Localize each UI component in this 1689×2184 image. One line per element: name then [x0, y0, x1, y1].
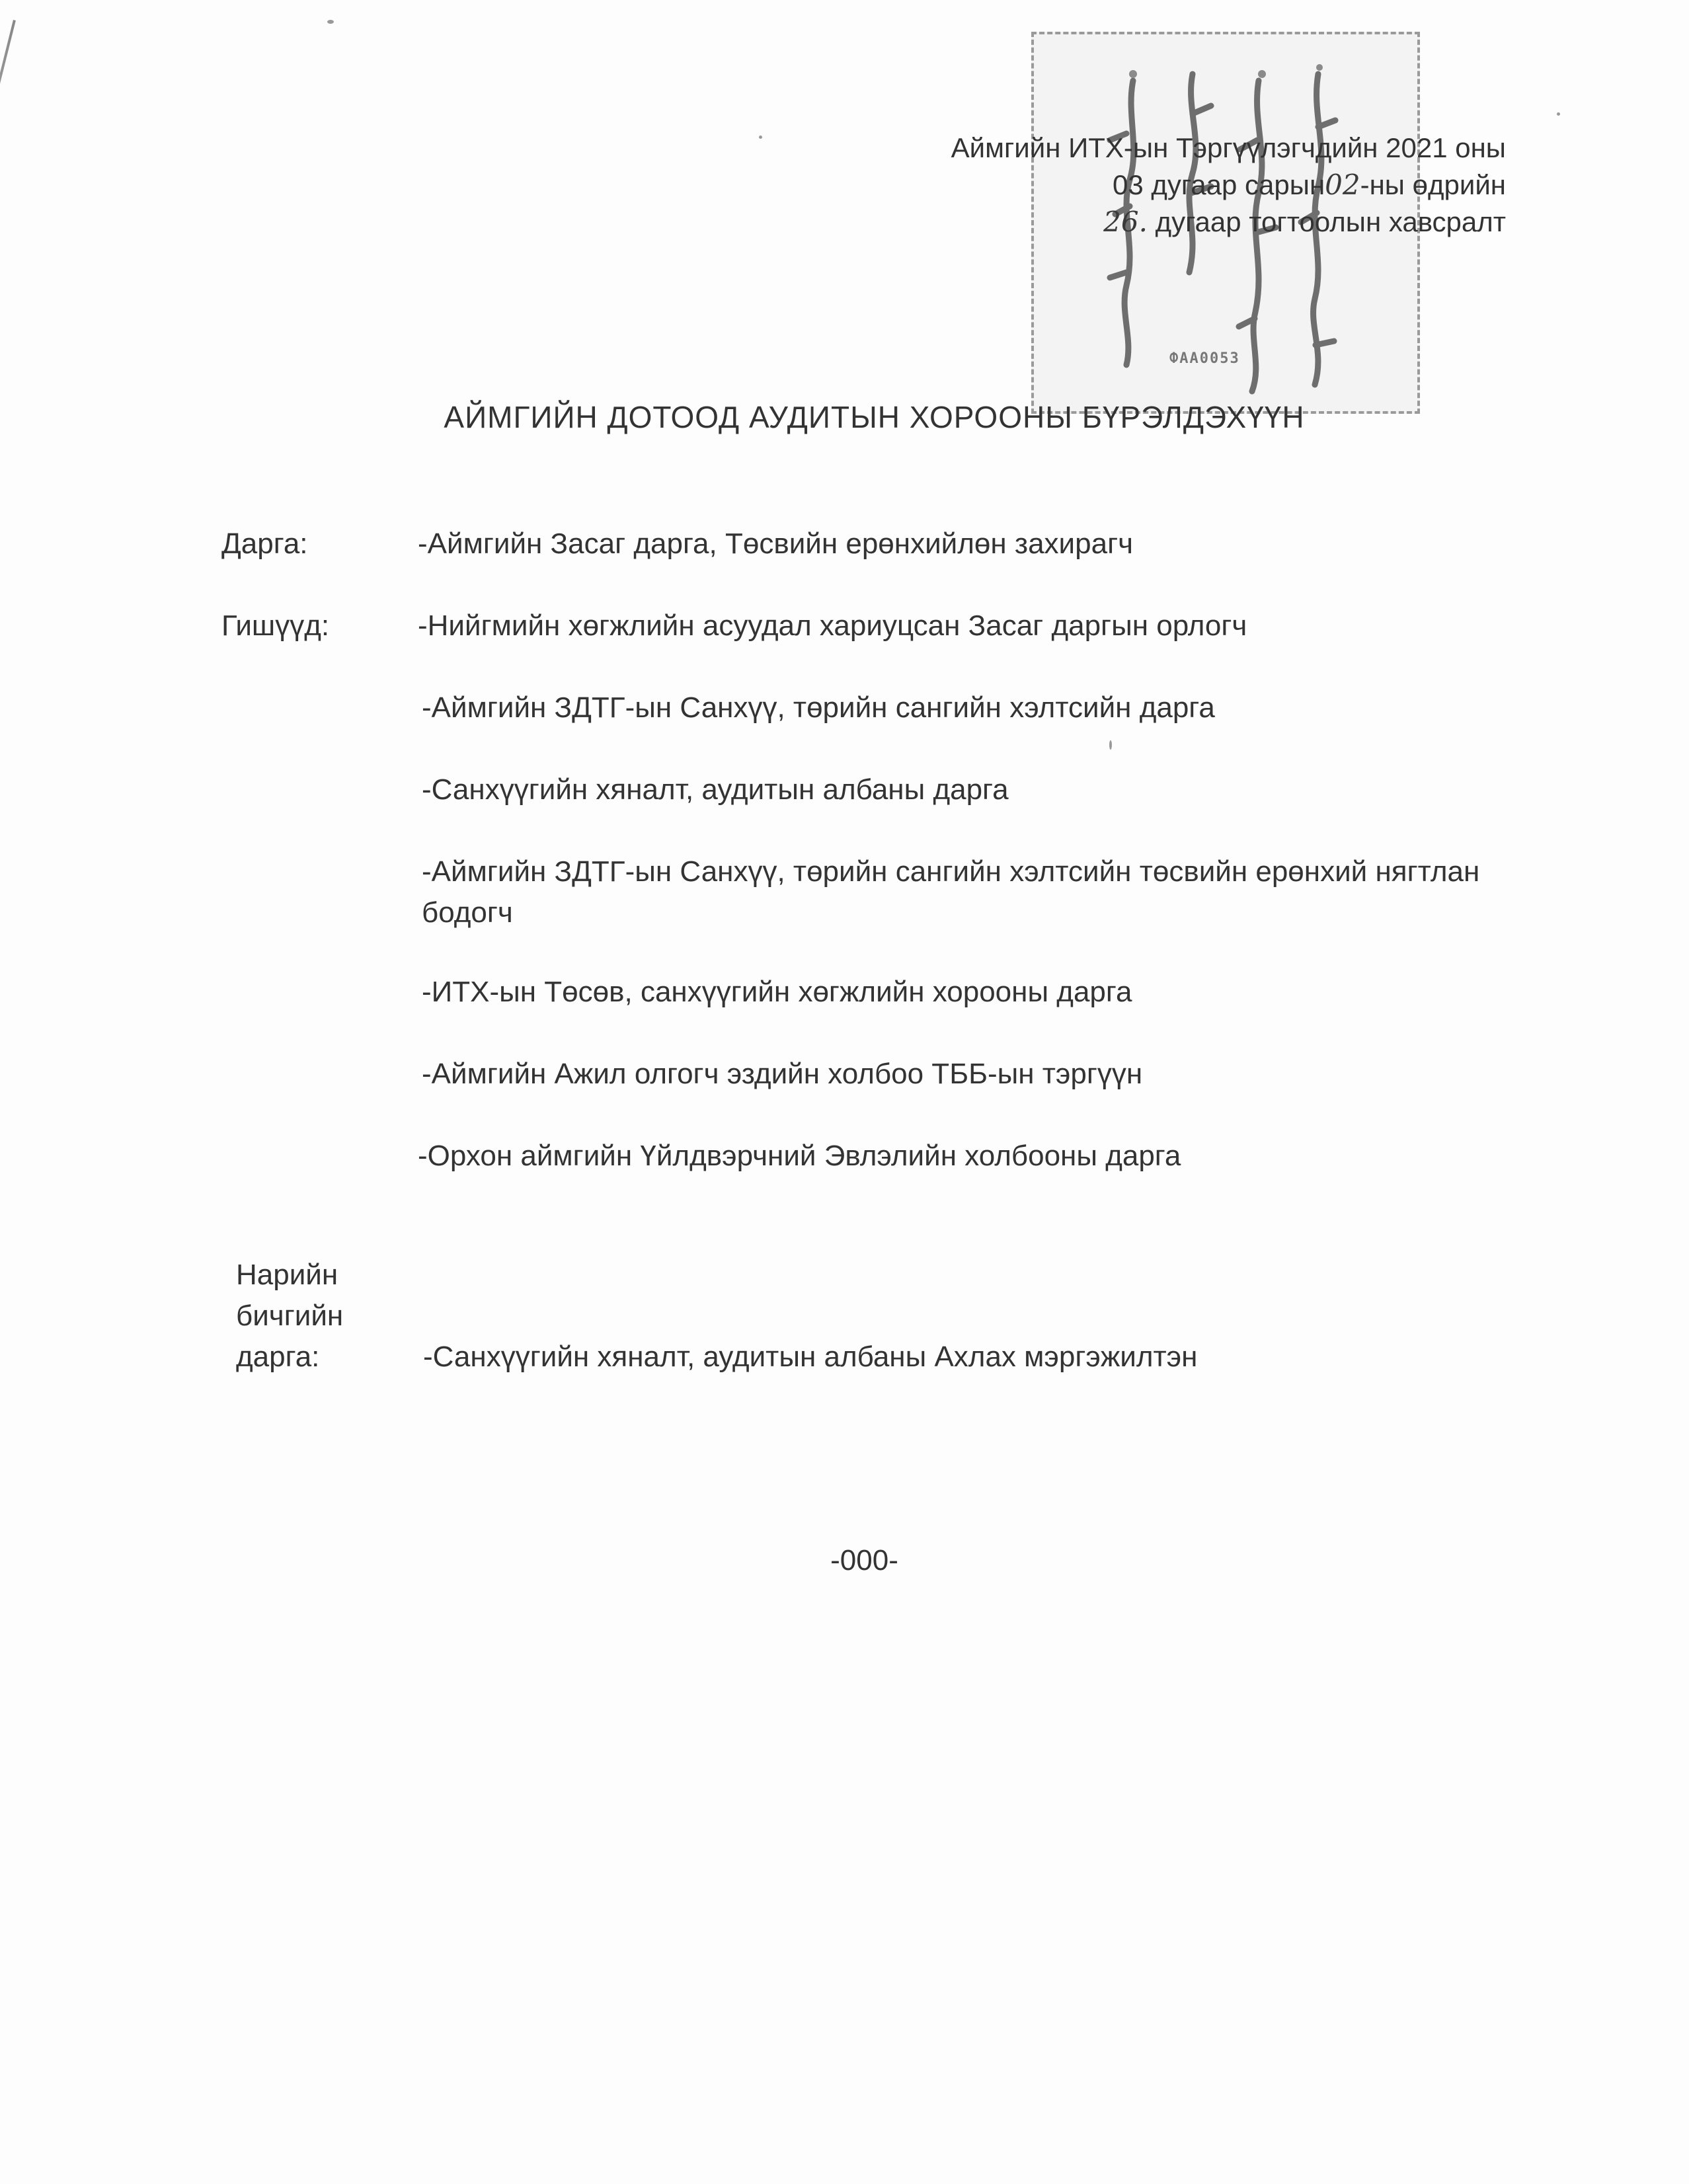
appendix-header — [713, 130, 1506, 241]
scan-speck — [1557, 112, 1560, 116]
header-line-2-prefix: 03 дугаар сарын — [1113, 169, 1325, 200]
scan-edge-mark — [0, 20, 16, 277]
member-item: -Санхүүгийн хяналт, аудитын албаны дарга — [422, 773, 1009, 806]
header-line-3 — [713, 204, 1506, 241]
header-line-1: Аймгийн ИТХ-ын Тэргүүлэгчдийн 2021 оны — [951, 132, 1506, 163]
member-item: -Нийгмийн хөгжлийн асуудал хариуцсан Засаг даргын орлогч — [418, 609, 1247, 642]
header-line-2 — [713, 167, 1506, 204]
document-title: АЙМГИЙН ДОТООД АУДИТЫН ХОРООНЫ БҮРЭЛДЭХҮҮН — [444, 400, 1305, 434]
secretary-value: -Санхүүгийн хяналт, аудитын албаны Ахлах мэргэжилтэн — [423, 1341, 1198, 1373]
chair-value: -Аймгийн Засаг дарга, Төсвийн ерөнхийлөн захирагч — [418, 527, 1134, 560]
secretary-label-line: бичгийн — [236, 1300, 344, 1332]
member-item: -Орхон аймгийн Үйлдвэрчний Эвлэлийн холбооны дарга — [418, 1140, 1181, 1172]
members-label: Гишүүд: — [221, 609, 330, 642]
secretary-label-line: Нарийн — [236, 1259, 338, 1291]
secretary-label-line: дарга: — [236, 1341, 320, 1373]
member-item: -ИТХ-ын Төсөв, санхүүгийн хөгжлийн хорооны дарга — [422, 976, 1132, 1008]
scan-speck — [1109, 740, 1112, 750]
end-mark: -000- — [830, 1544, 898, 1577]
secretary-label — [236, 1255, 343, 1378]
member-item: -Аймгийн ЗДТГ-ын Санхүү, төрийн сангийн хэлтсийн төсвийн ерөнхий нягтлан бодогч — [422, 855, 1480, 929]
stamp-code: ФАА0053 — [1169, 350, 1240, 367]
scan-speck — [327, 20, 334, 24]
member-item: -Аймгийн ЗДТГ-ын Санхүү, төрийн сангийн хэлтсийн дарга — [422, 691, 1215, 724]
member-item: -Аймгийн Ажил олгогч эздийн холбоо ТББ-ын тэргүүн — [422, 1058, 1143, 1090]
handwritten-day: 02 — [1325, 169, 1360, 201]
chair-label: Дарга: — [221, 527, 308, 560]
header-line-3-suffix: дугаар тогтоолын хавсралт — [1147, 206, 1506, 237]
header-line-2-suffix: -ны өдрийн — [1360, 169, 1506, 200]
handwritten-resolution-number: 26. — [1103, 206, 1148, 238]
